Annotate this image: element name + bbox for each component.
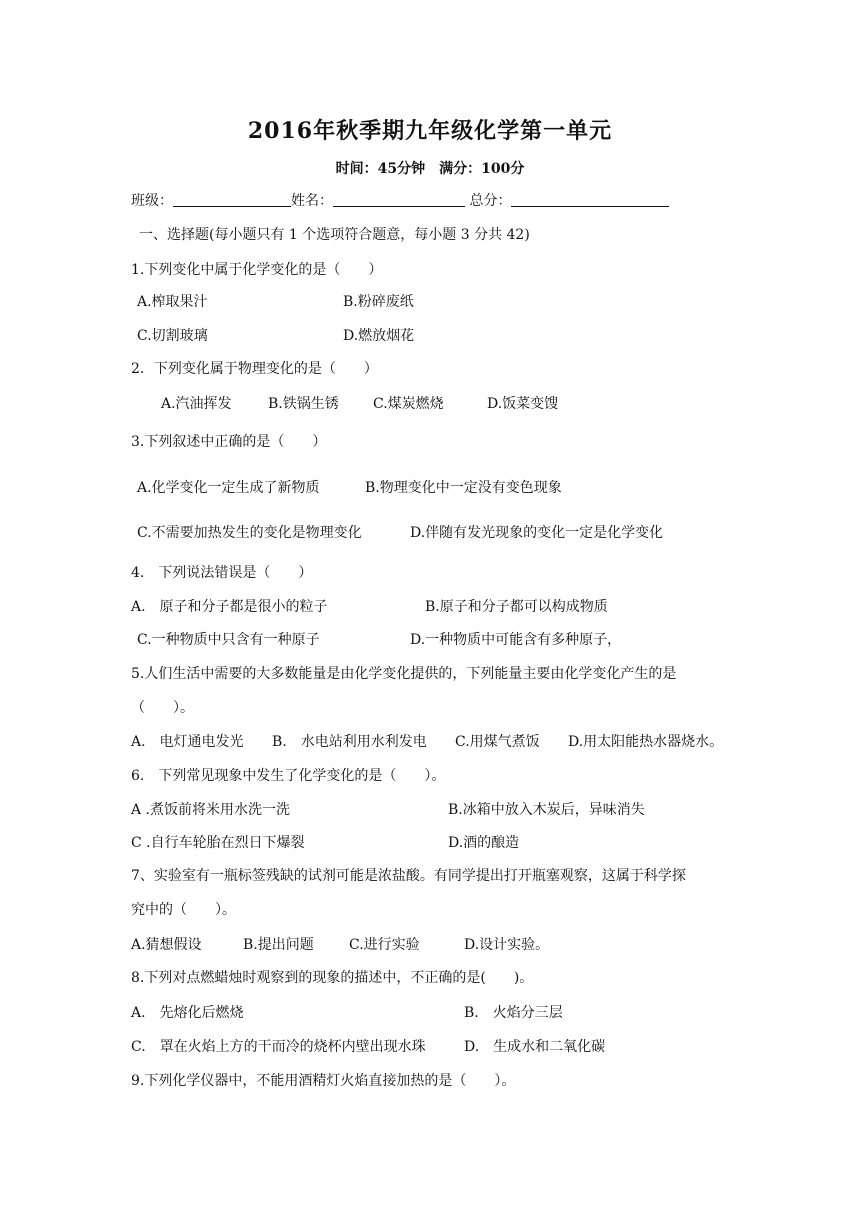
option: C.切割玻璃 <box>137 328 208 344</box>
question-stem: 9.下列化学仪器中，不能用酒精灯火焰直接加热的是（ ）。 <box>131 1073 516 1089</box>
option: D.伴随有发光现象的变化一定是化学变化 <box>410 525 664 541</box>
option: C.一种物质中只含有一种原子 <box>137 632 320 648</box>
question-stem: 8.下列对点燃蜡烛时观察到的现象的描述中，不正确的是( )。 <box>131 970 534 986</box>
question-stem-continued: 究中的（ ）。 <box>131 902 236 918</box>
option: D.一种物质中可能含有多种原子， <box>410 632 622 648</box>
score-label: 总分： <box>469 193 512 209</box>
option: A. 原子和分子都是很小的粒子 <box>131 599 328 615</box>
option: B.物理变化中一定没有变色现象 <box>365 480 562 496</box>
option: D.燃放烟花 <box>343 328 415 344</box>
option: A.汽油挥发 <box>161 396 232 412</box>
option: B.铁锅生锈 <box>268 396 339 412</box>
option: B.粉碎废纸 <box>343 294 414 310</box>
question-stem: 5.人们生活中需要的大多数能量是由化学变化提供的，下列能量主要由化学变化产生的是 <box>131 666 677 682</box>
option: C.用煤气煮饭 <box>455 734 540 750</box>
option: B. 火焰分三层 <box>464 1005 563 1021</box>
name-blank[interactable] <box>333 192 465 207</box>
option: C. 罩在火焰上方的干而冷的烧杯内壁出现水珠 <box>131 1039 426 1055</box>
option: C.进行实验 <box>349 937 420 953</box>
option: A.猜想假设 <box>131 937 202 953</box>
question-stem-continued: （ ）。 <box>131 700 194 716</box>
question-stem: 3.下列叙述中正确的是（ ） <box>131 434 327 450</box>
option: A. 先熔化后燃烧 <box>131 1005 244 1021</box>
option: B. 水电站利用水利发电 <box>272 734 427 750</box>
option: B.原子和分子都可以构成物质 <box>425 599 608 615</box>
option: D.用太阳能热水器烧水。 <box>568 734 724 750</box>
score-blank[interactable] <box>511 192 669 207</box>
option: C.煤炭燃烧 <box>373 396 444 412</box>
question-stem: 6. 下列常见现象中发生了化学变化的是（ ）。 <box>131 768 446 784</box>
option: C.不需要加热发生的变化是物理变化 <box>137 525 362 541</box>
class-blank[interactable] <box>173 192 291 207</box>
option: C .自行车轮胎在烈日下爆裂 <box>131 835 305 851</box>
exam-title: 2016年秋季期九年级化学第一单元 <box>247 118 613 144</box>
option: A. 电灯通电发光 <box>131 734 244 750</box>
exam-subtitle: 时间：45分钟 满分：100分 <box>335 161 525 177</box>
option: A.榨取果汁 <box>137 294 208 310</box>
student-info-row <box>131 192 669 210</box>
question-stem: 4. 下列说法错误是（ ） <box>131 565 313 581</box>
name-label: 姓名： <box>291 193 333 209</box>
class-label: 班级： <box>131 193 173 209</box>
option: D. 生成水和二氧化碳 <box>464 1039 606 1055</box>
question-stem: 2．下列变化属于物理变化的是（ ） <box>131 361 378 377</box>
option: A.化学变化一定生成了新物质 <box>137 480 320 496</box>
section-heading: 一、选择题(每小题只有 1 个选项符合题意，每小题 3 分共 42) <box>139 227 530 243</box>
option: A .煮饭前将米用水洗一洗 <box>131 802 291 818</box>
question-stem: 1.下列变化中属于化学变化的是（ ） <box>131 262 383 278</box>
option: D.酒的酿造 <box>448 835 520 851</box>
question-stem: 7、实验室有一瓶标签残缺的试剂可能是浓盐酸。有同学提出打开瓶塞观察，这属于科学探 <box>131 868 686 884</box>
option: D.饭菜变馊 <box>487 396 559 412</box>
option: D.设计实验。 <box>464 937 550 953</box>
option: B.提出问题 <box>243 937 314 953</box>
option: B.冰箱中放入木炭后，异味消失 <box>448 802 645 818</box>
